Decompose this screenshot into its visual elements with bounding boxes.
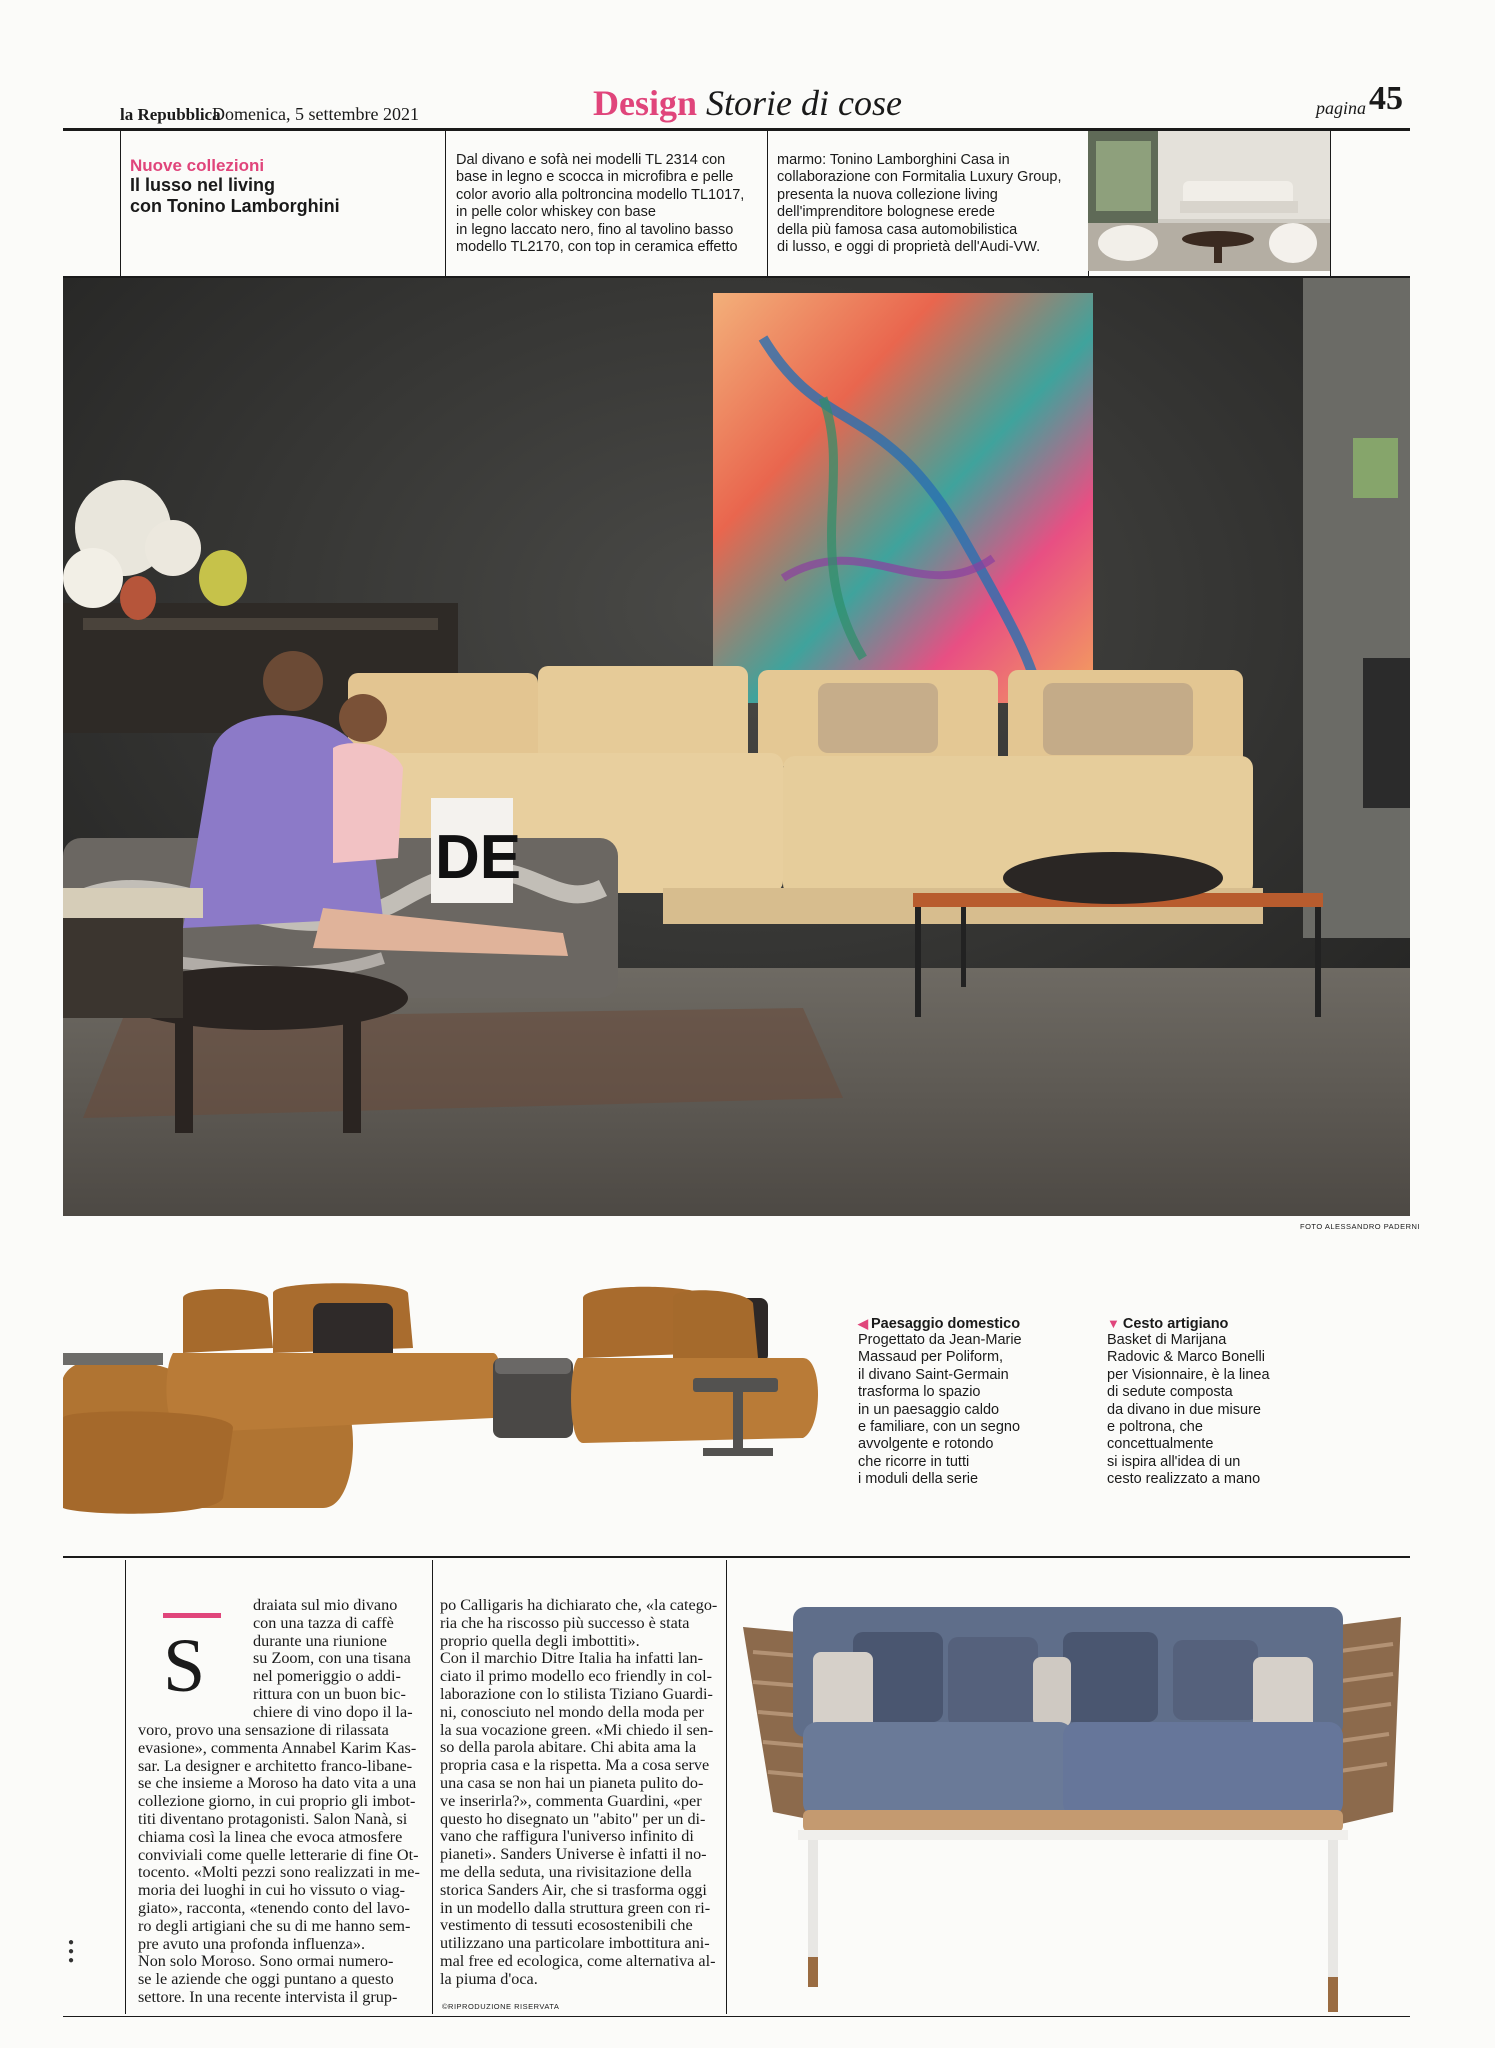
photo-credit: FOTO ALESSANDRO PADERNI: [1300, 1222, 1420, 1231]
article-col-1: voro, provo una sensazione di rilassata evasione», commenta Annabel Karim Kas- sar. La designer e architetto franco-libane- se che insieme a Moroso ha dato vita a una collezione giorno, in cui proprio gli imbot- titi diventano protagonisti. Salon Nanà, si chiama così la linea che evoca atmosfere conviviali come quelle letterarie di fine Ot- tocento. «Molti pezzi sono realizzati in me- moria dei luoghi in cui ho vissuto o viag- giato», racconta, «tenendo conto del lavo- ro degli artigiani che su di me hanno sem- pre avuto una profonda influenza». Non solo Moroso. Sono ormai numero- se le aziende che oggi puntano a questo settore. In una recente intervista il grup-: [138, 1721, 420, 2006]
intro-text-col-2: marmo: Tonino Lamborghini Casa in collaborazione con Formitalia Luxury Group, presenta la nuova collezione living dell'imprenditore bolognese erede della più famosa casa automobilistica di lusso, e oggi di proprietà dell'Audi-VW.: [777, 152, 1062, 256]
intro-title: Il lusso nel living con Tonino Lamborghini: [130, 175, 340, 216]
intro-text-col-1: Dal divano e sofà nei modelli TL 2314 con base in legno e scocca in microfibra e pelle color avorio alla poltroncina modello TL1017, in pelle color whiskey con base in legno laccato nero, fino al tavolino basso modello TL2170, con top in ceramica effetto: [456, 152, 745, 256]
collection-thumbnail: [1088, 131, 1330, 271]
caption-body: Basket di Marijana Radovic & Marco Bonelli per Visionnaire, è la linea di sedute composta da divano in due misure e poltrona, che concettualmente si ispira all'idea di un cesto realizzato a mano: [1107, 1332, 1270, 1488]
sanders-universe-sofa-image: [733, 1572, 1410, 2022]
margin-dots: ● ● ●: [68, 1937, 75, 1966]
intro-kicker: Nuove collezioni: [130, 156, 265, 175]
book-letters: DE: [435, 823, 522, 892]
caption-title: ◀ Paesaggio domestico: [858, 1316, 1021, 1332]
caption-cesto: [1107, 1316, 1282, 1489]
page-label: pagina: [1316, 98, 1367, 118]
article-col-1-top: draiata sul mio divano con una tazza di caffè durante una riunione su Zoom, con una tisana nel pomeriggio o addi- rittura con un buon bic- chiere di vino dopo il la-: [253, 1596, 413, 1721]
page-number: 45: [1369, 80, 1403, 117]
saint-germain-sofa-image: [63, 1258, 833, 1528]
section-subtitle: Storie di cose: [706, 83, 902, 123]
article-divider: [125, 1560, 126, 2014]
section-title: [0, 82, 1495, 124]
article-divider: [726, 1560, 727, 2014]
caption-paesaggio: [858, 1316, 1033, 1489]
intro-divider: [767, 131, 768, 276]
middle-rule: [63, 1556, 1410, 1558]
article-accent-bar: [163, 1613, 221, 1618]
article-dropcap: S: [163, 1624, 206, 1708]
caption-title: ▼ Cesto artigiano: [1107, 1316, 1229, 1332]
footer-rule: [63, 2016, 1410, 2017]
issue-date: Domenica, 5 settembre 2021: [212, 104, 419, 124]
reproduction-notice: ©RIPRODUZIONE RISERVATA: [442, 2002, 560, 2011]
intro-divider: [445, 131, 446, 276]
down-arrow-icon: ▼: [1107, 1316, 1120, 1331]
article-divider: [432, 1560, 433, 2014]
newspaper-name: la Repubblica: [120, 105, 221, 124]
living-room-photo: [63, 278, 1410, 1216]
left-arrow-icon: ◀: [858, 1316, 868, 1331]
intro-divider: [120, 131, 121, 276]
article-col-2: po Calligaris ha dichiarato che, «la catego- ria che ha riscosso più successo è stata proprio quella degli imbottiti». Con il marchio Ditre Italia ha infatti lan- ciato il primo modello eco friendly in col- laborazione con lo stilista Tiziano Guardi- ni, conosciuto nel mondo della moda per la sua vocazione green. «Mi chiedo il sen- so della parola abitare. Chi abita ama la propria casa e la rispetta. Ma a cosa serve una casa se non hai un pianeta pulito do- ve inserirla?», commenta Guardini, «per questo ho disegnato un "abito" per un di- vano che raffigura l'universo infinito di pianeti». Sanders Universe è infatti il no- me della seduta, una rivisitazione della storica Sanders Air, che si trasforma oggi in un modello dalla struttura green con ri- vestimento di tessuti ecosostenibili che utilizzano una particolare imbottitura ani- mal free ed ecologica, come alternativa al- la piuma d'oca.: [440, 1596, 718, 1988]
intro-divider: [1330, 131, 1331, 276]
caption-body: Progettato da Jean-Marie Massaud per Poliform, il divano Saint-Germain trasforma lo spazio in un paesaggio caldo e familiare, con un segno avvolgente e rotondo che ricorre in tutti i moduli della serie: [858, 1332, 1022, 1488]
section-name: Design: [593, 83, 698, 123]
